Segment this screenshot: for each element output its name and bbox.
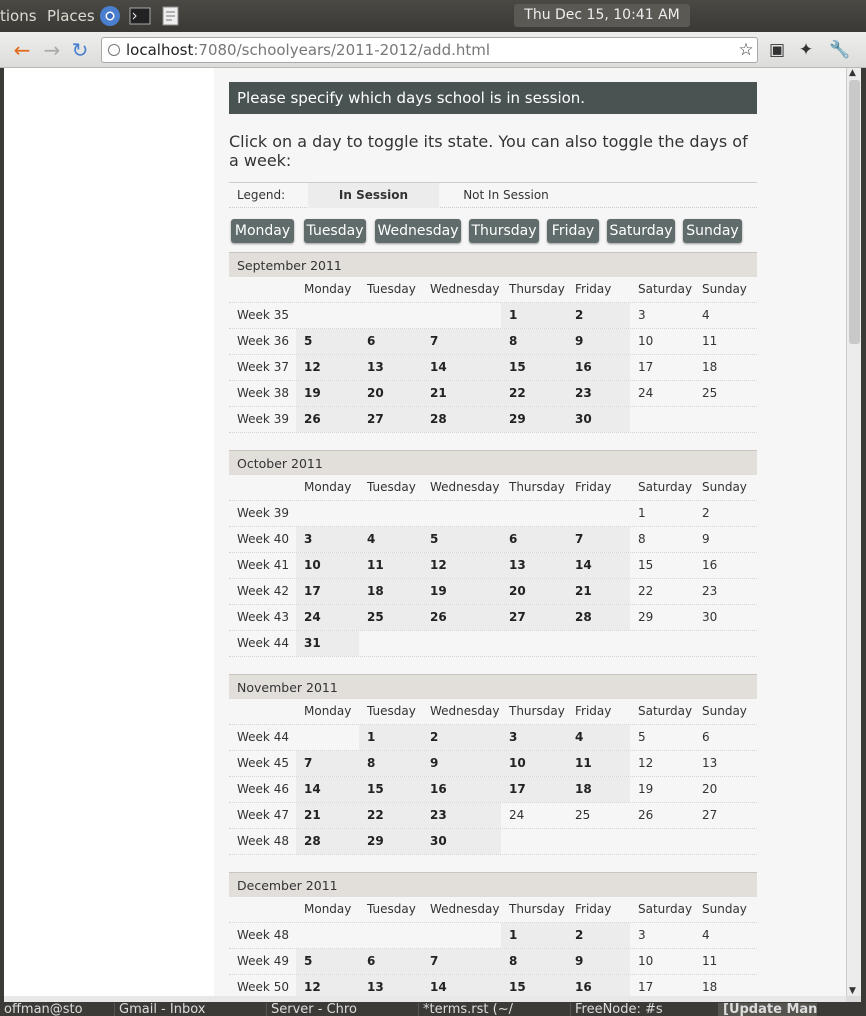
day-cell[interactable]: 23	[702, 584, 718, 598]
day-cell[interactable]: 30	[422, 829, 501, 854]
vertical-scrollbar[interactable]	[846, 68, 861, 996]
day-cell[interactable]: 16	[702, 558, 718, 572]
weekday-header-row	[229, 475, 757, 501]
empty-day-cell	[694, 407, 757, 432]
toggle-wednesday-button[interactable]: Wednesday	[375, 219, 461, 243]
weekday-header: Wednesday	[430, 480, 500, 494]
day-cell[interactable]: 5	[638, 730, 646, 744]
weekday-header: Thursday	[509, 480, 565, 494]
empty-day-cell	[567, 501, 630, 526]
week-label: Week 48	[237, 834, 289, 848]
window-frame-right	[861, 68, 866, 1002]
day-cell[interactable]: 2	[422, 725, 501, 750]
day-cell[interactable]: 26	[422, 605, 501, 630]
week-label: Week 38	[237, 386, 289, 400]
day-cell[interactable]: 8	[638, 532, 646, 546]
places-menu[interactable]: Places	[47, 7, 95, 25]
week-label: Week 41	[237, 558, 289, 572]
month-header: December 2011	[229, 872, 757, 897]
weekday-header: Friday	[575, 902, 612, 916]
day-cell[interactable]: 19	[638, 782, 654, 796]
schoolyear-form	[229, 82, 757, 996]
empty-day-cell	[630, 829, 694, 854]
week-label: Week 49	[237, 954, 289, 968]
forward-arrow-icon[interactable]: →	[43, 38, 61, 62]
empty-day-cell	[359, 923, 422, 948]
day-cell[interactable]: 1	[638, 506, 646, 520]
day-cell[interactable]: 4	[702, 308, 710, 322]
day-toggle-buttons	[229, 208, 757, 252]
week-row	[229, 579, 757, 605]
day-cell[interactable]: 2	[567, 303, 630, 328]
empty-day-cell	[422, 501, 501, 526]
toggle-sunday-button[interactable]: Sunday	[683, 219, 742, 243]
toggle-friday-button[interactable]: Friday	[547, 219, 599, 243]
week-label: Week 45	[237, 756, 289, 770]
day-cell[interactable]: 14	[567, 553, 630, 578]
week-row	[229, 527, 757, 553]
day-cell[interactable]: 6	[501, 527, 567, 552]
weekday-header: Monday	[304, 704, 352, 718]
week-row	[229, 407, 757, 433]
empty-day-cell	[694, 829, 757, 854]
day-cell[interactable]: 2	[567, 923, 630, 948]
week-label: Week 36	[237, 334, 289, 348]
day-cell[interactable]: 5	[422, 527, 501, 552]
day-cell[interactable]: 29	[501, 407, 567, 432]
day-cell[interactable]: 9	[567, 329, 630, 354]
scrollbar-thumb[interactable]	[849, 80, 860, 344]
day-cell[interactable]: 23	[567, 381, 630, 406]
empty-day-cell	[359, 631, 422, 656]
day-cell[interactable]: 27	[359, 407, 422, 432]
weekday-header: Monday	[304, 902, 352, 916]
day-cell[interactable]: 18	[702, 360, 718, 374]
empty-day-cell	[359, 501, 422, 526]
day-cell[interactable]: 26	[296, 407, 359, 432]
day-cell[interactable]: 1	[501, 923, 567, 948]
day-cell[interactable]: 30	[702, 610, 718, 624]
toggle-thursday-button[interactable]: Thursday	[469, 219, 539, 243]
calendar	[229, 252, 757, 996]
weekday-header: Sunday	[702, 902, 747, 916]
day-cell[interactable]: 17	[638, 980, 654, 994]
day-cell[interactable]: 28	[296, 829, 359, 854]
day-cell[interactable]: 15	[638, 558, 654, 572]
day-cell[interactable]: 13	[702, 756, 718, 770]
day-cell[interactable]: 21	[422, 381, 501, 406]
day-cell[interactable]: 10	[296, 553, 359, 578]
empty-day-cell	[296, 303, 359, 328]
day-cell[interactable]: 14	[422, 355, 501, 380]
scroll-down-arrow-icon[interactable]: ▼	[849, 986, 856, 996]
day-cell[interactable]: 15	[501, 355, 567, 380]
day-cell[interactable]: 7	[567, 527, 630, 552]
weekday-header: Thursday	[509, 282, 565, 296]
task-server-chrome[interactable]: Server - Chro	[266, 1003, 357, 1016]
legend-in-session: In Session	[308, 183, 439, 208]
weekday-header: Thursday	[509, 902, 565, 916]
day-cell[interactable]: 15	[359, 777, 422, 802]
weekday-header: Friday	[575, 480, 612, 494]
task-update-manager[interactable]: [Update Man	[718, 1003, 817, 1016]
chromium-launcher-icon[interactable]	[99, 5, 121, 27]
weekday-header: Tuesday	[367, 704, 416, 718]
day-cell[interactable]: 28	[567, 605, 630, 630]
week-row	[229, 355, 757, 381]
text-editor-launcher-icon[interactable]	[160, 5, 182, 27]
empty-day-cell	[296, 725, 359, 750]
clock[interactable]: Thu Dec 15, 10:41 AM	[514, 4, 690, 27]
day-cell[interactable]: 24	[509, 808, 525, 822]
weekday-header-row	[229, 699, 757, 725]
day-cell[interactable]: 12	[422, 553, 501, 578]
day-cell[interactable]: 28	[422, 407, 501, 432]
empty-day-cell	[296, 501, 359, 526]
weekday-header: Saturday	[638, 282, 693, 296]
week-row	[229, 751, 757, 777]
day-cell[interactable]: 22	[638, 584, 654, 598]
day-cell[interactable]: 18	[359, 579, 422, 604]
page-viewport	[4, 68, 846, 996]
empty-day-cell	[694, 631, 757, 656]
day-cell[interactable]: 10	[638, 334, 654, 348]
weekday-header: Wednesday	[430, 282, 500, 296]
day-cell[interactable]: 10	[638, 954, 654, 968]
week-row	[229, 631, 757, 657]
weekday-header: Monday	[304, 480, 352, 494]
week-row	[229, 923, 757, 949]
terminal-launcher-icon[interactable]	[129, 5, 151, 27]
legend-label: Legend:	[237, 188, 286, 202]
day-cell[interactable]: 22	[501, 381, 567, 406]
weekday-header: Thursday	[509, 704, 565, 718]
back-arrow-icon[interactable]: ←	[13, 38, 31, 62]
day-cell[interactable]: 31	[296, 631, 359, 656]
day-cell[interactable]: 13	[359, 355, 422, 380]
day-cell[interactable]: 16	[422, 777, 501, 802]
task-gmail[interactable]: Gmail - Inbox	[114, 1003, 205, 1016]
week-label: Week 44	[237, 730, 289, 744]
day-cell[interactable]: 12	[296, 355, 359, 380]
instructions-banner: Please specify which days school is in session.	[229, 82, 757, 114]
day-cell[interactable]: 1	[501, 303, 567, 328]
address-bar[interactable]: localhost:7080/schoolyears/2011-2012/add.html	[101, 37, 758, 63]
day-cell[interactable]: 9	[567, 949, 630, 974]
toggle-monday-button[interactable]: Monday	[231, 219, 294, 243]
day-cell[interactable]: 15	[501, 975, 567, 996]
day-cell[interactable]: 24	[638, 386, 654, 400]
week-label: Week 48	[237, 928, 289, 942]
week-row	[229, 605, 757, 631]
week-row	[229, 829, 757, 855]
day-cell[interactable]: 1	[359, 725, 422, 750]
empty-day-cell	[422, 923, 501, 948]
day-cell[interactable]: 7	[422, 329, 501, 354]
day-cell[interactable]: 29	[359, 829, 422, 854]
empty-day-cell	[501, 631, 567, 656]
month-2	[229, 674, 757, 855]
instructions-text: Click on a day to toggle its state. You can also toggle the days of a week:	[229, 132, 748, 170]
day-cell[interactable]: 6	[359, 949, 422, 974]
week-label: Week 40	[237, 532, 289, 546]
weekday-header-row	[229, 897, 757, 923]
weekday-header: Sunday	[702, 480, 747, 494]
empty-day-cell	[501, 829, 567, 854]
page-info-icon[interactable]	[108, 44, 120, 56]
window-list-taskbar	[0, 1002, 866, 1016]
empty-day-cell	[359, 303, 422, 328]
weekday-header: Tuesday	[367, 282, 416, 296]
week-label: Week 35	[237, 308, 289, 322]
browser-toolbar	[0, 32, 866, 68]
day-cell[interactable]: 22	[359, 803, 422, 828]
day-cell[interactable]: 8	[501, 329, 567, 354]
day-cell[interactable]: 19	[296, 381, 359, 406]
day-cell[interactable]: 3	[638, 928, 646, 942]
weekday-header: Sunday	[702, 282, 747, 296]
task-freenode[interactable]: FreeNode: #s	[570, 1003, 663, 1016]
week-label: Week 39	[237, 412, 289, 426]
day-cell[interactable]: 24	[296, 605, 359, 630]
weekday-header: Tuesday	[367, 480, 416, 494]
day-cell[interactable]: 20	[359, 381, 422, 406]
empty-day-cell	[567, 829, 630, 854]
day-cell[interactable]: 3	[296, 527, 359, 552]
day-cell[interactable]: 11	[702, 334, 718, 348]
empty-day-cell	[422, 631, 501, 656]
day-cell[interactable]: 14	[296, 777, 359, 802]
empty-day-cell	[422, 303, 501, 328]
bookmark-star-icon[interactable]: ☆	[738, 40, 754, 60]
empty-day-cell	[630, 631, 694, 656]
week-row	[229, 553, 757, 579]
day-cell[interactable]: 17	[296, 579, 359, 604]
day-cell[interactable]: 11	[567, 751, 630, 776]
day-cell[interactable]: 17	[638, 360, 654, 374]
reload-icon[interactable]: ↻	[71, 38, 89, 62]
day-cell[interactable]: 27	[702, 808, 718, 822]
day-cell[interactable]: 17	[501, 777, 567, 802]
day-cell[interactable]: 13	[359, 975, 422, 996]
day-cell[interactable]: 7	[422, 949, 501, 974]
fullscreen-icon[interactable]: ▣	[768, 40, 786, 60]
month-header: November 2011	[229, 674, 757, 699]
toggle-tuesday-button[interactable]: Tuesday	[304, 219, 366, 243]
day-cell[interactable]: 4	[359, 527, 422, 552]
day-cell[interactable]: 2	[702, 506, 710, 520]
day-cell[interactable]: 21	[296, 803, 359, 828]
week-label: Week 37	[237, 360, 289, 374]
day-cell[interactable]: 9	[422, 751, 501, 776]
weekday-header: Wednesday	[430, 902, 500, 916]
system-top-panel	[0, 0, 866, 32]
applications-menu[interactable]: tions	[0, 7, 37, 25]
week-row	[229, 329, 757, 355]
month-0	[229, 252, 757, 433]
week-row	[229, 777, 757, 803]
day-cell[interactable]: 4	[567, 725, 630, 750]
day-cell[interactable]: 18	[702, 980, 718, 994]
day-cell[interactable]: 20	[501, 579, 567, 604]
task-terms-editor[interactable]: *terms.rst (~/	[418, 1003, 513, 1016]
weekday-header: Sunday	[702, 704, 747, 718]
day-cell[interactable]: 26	[638, 808, 654, 822]
day-cell[interactable]: 29	[638, 610, 654, 624]
day-cell[interactable]: 12	[296, 975, 359, 996]
day-cell[interactable]: 9	[702, 532, 710, 546]
week-label: Week 47	[237, 808, 289, 822]
day-cell[interactable]: 21	[567, 579, 630, 604]
day-cell[interactable]: 3	[501, 725, 567, 750]
day-cell[interactable]: 25	[359, 605, 422, 630]
day-cell[interactable]: 18	[567, 777, 630, 802]
week-row	[229, 949, 757, 975]
wrench-menu-icon[interactable]: 🔧	[829, 40, 851, 60]
task-terminal[interactable]: offman@sto	[4, 1002, 83, 1016]
month-header: October 2011	[229, 450, 757, 475]
day-cell[interactable]: 23	[422, 803, 501, 828]
day-cell[interactable]: 25	[702, 386, 718, 400]
day-cell[interactable]: 19	[422, 579, 501, 604]
weekday-header: Wednesday	[430, 704, 500, 718]
left-sidebar	[4, 68, 214, 996]
month-header: September 2011	[229, 252, 757, 277]
weekday-header: Monday	[304, 282, 352, 296]
weekday-header: Saturday	[638, 480, 693, 494]
day-cell[interactable]: 6	[359, 329, 422, 354]
day-cell[interactable]: 10	[501, 751, 567, 776]
day-cell[interactable]: 11	[702, 954, 718, 968]
empty-day-cell	[630, 407, 694, 432]
weekday-header: Friday	[575, 282, 612, 296]
day-cell[interactable]: 25	[575, 808, 591, 822]
empty-day-cell	[296, 923, 359, 948]
empty-day-cell	[501, 501, 567, 526]
weekday-header: Friday	[575, 704, 612, 718]
day-cell[interactable]: 8	[359, 751, 422, 776]
month-3	[229, 872, 757, 996]
weekday-header: Saturday	[638, 704, 693, 718]
day-cell[interactable]: 14	[422, 975, 501, 996]
day-cell[interactable]: 5	[296, 329, 359, 354]
day-cell[interactable]: 16	[567, 975, 630, 996]
legend	[229, 182, 757, 208]
day-cell[interactable]: 30	[567, 407, 630, 432]
weekday-header: Saturday	[638, 902, 693, 916]
week-row	[229, 975, 757, 996]
week-row	[229, 803, 757, 829]
week-label: Week 39	[237, 506, 289, 520]
week-label: Week 50	[237, 980, 289, 994]
day-cell[interactable]: 7	[296, 751, 359, 776]
day-cell[interactable]: 4	[702, 928, 710, 942]
day-cell[interactable]: 11	[359, 553, 422, 578]
week-row	[229, 725, 757, 751]
weekday-header-row	[229, 277, 757, 303]
week-label: Week 44	[237, 636, 289, 650]
week-label: Week 43	[237, 610, 289, 624]
day-cell[interactable]: 3	[638, 308, 646, 322]
day-cell[interactable]: 8	[501, 949, 567, 974]
day-cell[interactable]: 6	[702, 730, 710, 744]
week-row	[229, 381, 757, 407]
week-label: Week 46	[237, 782, 289, 796]
day-cell[interactable]: 13	[501, 553, 567, 578]
day-cell[interactable]: 27	[501, 605, 567, 630]
week-label: Week 42	[237, 584, 289, 598]
weekday-header: Tuesday	[367, 902, 416, 916]
week-row	[229, 501, 757, 527]
day-cell[interactable]: 16	[567, 355, 630, 380]
pin-extension-icon[interactable]: ✦	[798, 40, 814, 60]
empty-day-cell	[567, 631, 630, 656]
day-cell[interactable]: 20	[702, 782, 718, 796]
month-1	[229, 450, 757, 657]
day-cell[interactable]: 5	[296, 949, 359, 974]
day-cell[interactable]: 12	[638, 756, 654, 770]
legend-not-in-session: Not In Session	[463, 188, 549, 202]
scroll-up-arrow-icon[interactable]: ▲	[849, 68, 856, 78]
toggle-saturday-button[interactable]: Saturday	[607, 219, 675, 243]
week-row	[229, 303, 757, 329]
